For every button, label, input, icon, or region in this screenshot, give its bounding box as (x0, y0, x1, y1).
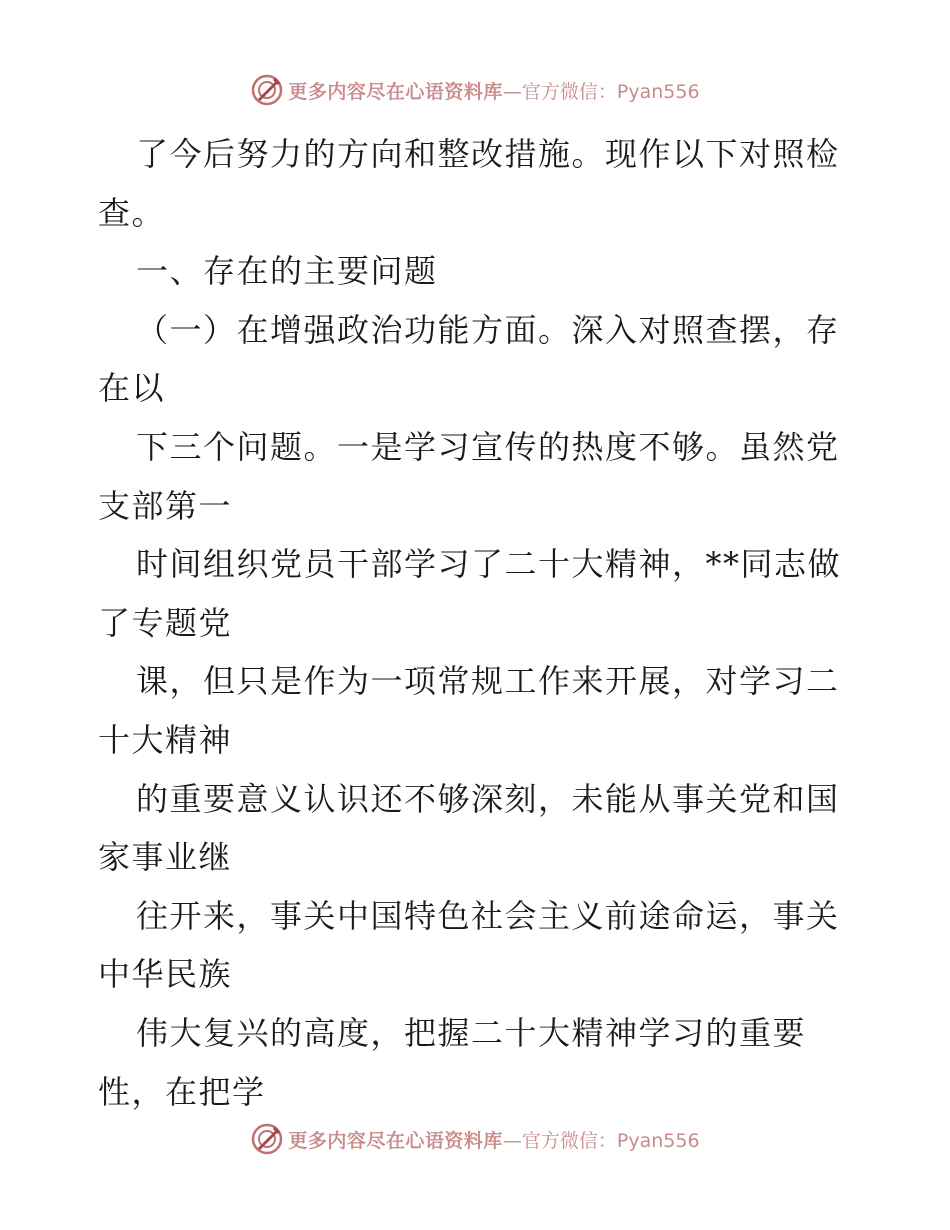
document-line: 查。 (98, 193, 166, 232)
pen-logo-icon (250, 73, 284, 107)
document-line: 性，在把学 (98, 1072, 266, 1111)
document-line: 时间组织党员干部学习了二十大精神，**同志做 (136, 545, 842, 584)
document-line: 家事业继 (98, 838, 233, 877)
document-line: 中华民族 (98, 955, 233, 994)
document-line: 支部第一 (98, 486, 233, 525)
document-line: 课，但只是作为一项常规工作来开展，对学习二 (136, 662, 840, 701)
document-line: 下三个问题。一是学习宣传的热度不够。虽然党 (136, 427, 840, 466)
watermark-suffix: —官方微信：Pyan556 (502, 1129, 700, 1152)
document-line: 伟大复兴的高度，把握二十大精神学习的重要 (136, 1013, 807, 1052)
watermark-header (0, 70, 950, 110)
document-line: 在以 (98, 369, 166, 408)
document-line: 的重要意义认识还不够深刻，未能从事关党和国 (136, 779, 840, 818)
watermark-suffix: —官方微信：Pyan556 (502, 80, 700, 103)
document-line: 了今后努力的方向和整改措施。现作以下对照检 (136, 135, 840, 173)
watermark-footer (0, 1119, 950, 1159)
watermark-brand: 更多内容尽在心语资料库 (288, 1129, 503, 1152)
pen-logo-icon (250, 1122, 284, 1156)
document-line: 了专题党 (98, 603, 233, 642)
document-line: 十大精神 (98, 720, 233, 759)
document-body (98, 125, 854, 1121)
document-line: 往开来，事关中国特色社会主义前途命运，事关 (136, 896, 840, 935)
document-line: （一）在增强政治功能方面。深入对照查摆，存 (136, 310, 840, 349)
document-line: 一、存在的主要问题 (136, 252, 438, 291)
watermark-brand: 更多内容尽在心语资料库 (288, 80, 503, 103)
